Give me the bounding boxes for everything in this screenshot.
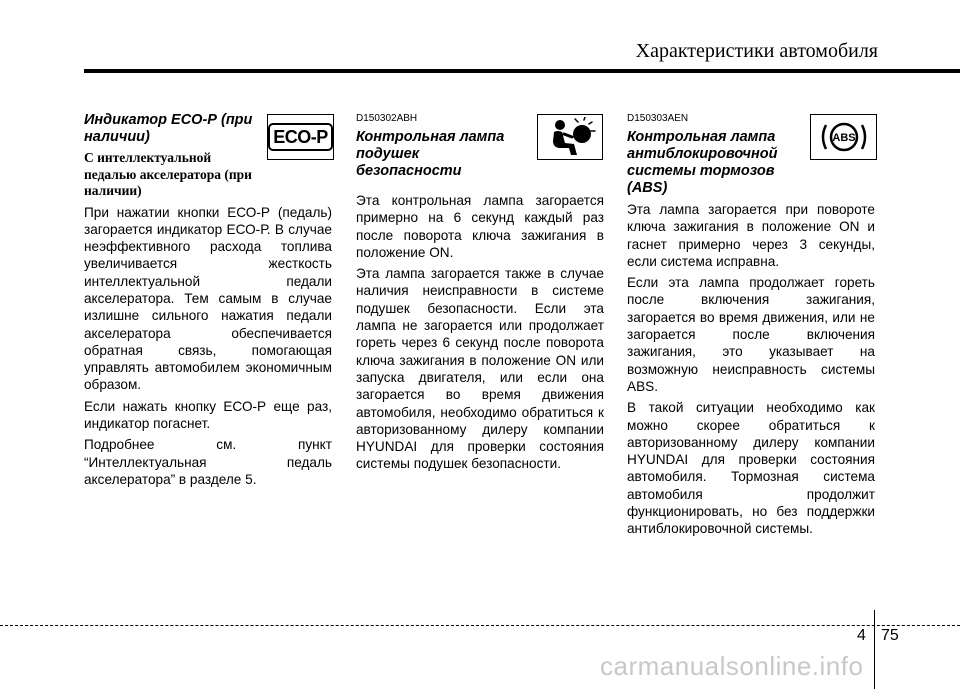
- eco-p-paragraph-1: При нажатии кнопки ЕСО-Р (педаль) загорается индикатор ЕСО-Р. В случае неэффективного расхода топлива увеличивается жесткость интеллектуальной педали акселератора. Тем самым в случае излишне сильного нажатия педали акселератора обеспечивается обратная связь, помогающая управлять автомобилем экономичным образом.: [84, 204, 332, 393]
- footer-divider: [874, 610, 875, 689]
- abs-warning-icon: [810, 114, 877, 160]
- page-header-title: Характеристики автомобиля: [635, 40, 878, 62]
- abs-heading: Контрольная лампа антиблокировочной системы тормозов (ABS): [627, 129, 778, 196]
- abs-paragraph-3: В такой ситуации необходимо как можно скорее обратиться к авторизованному дилеру компании HYUNDAI для проверки состояния автомобиля. Тормозная система автомобиля продолжит функционировать, но без поддержки антиблокировочной системы.: [627, 400, 875, 537]
- abs-code: D150303AEN: [627, 113, 689, 124]
- eco-p-indicator-icon: [267, 114, 334, 160]
- page-number: 75: [881, 627, 899, 644]
- eco-p-heading: Индикатор ЕСО-Р (при наличии): [84, 112, 253, 145]
- eco-p-paragraph-3: Подробнее см. пункт “Интеллектуальная педаль акселератора” в разделе 5.: [84, 437, 332, 487]
- section-number: 4: [857, 627, 866, 644]
- footer-rule: [0, 625, 960, 626]
- abs-circle-icon: [816, 117, 872, 157]
- airbag-warning-icon: [537, 114, 603, 160]
- airbag-person-icon: [544, 117, 596, 157]
- column-airbag: [356, 112, 604, 473]
- watermark: carmanualsonline.info: [600, 651, 864, 681]
- header-rule: [84, 69, 960, 73]
- eco-p-icon-label: ECO-P: [268, 123, 333, 151]
- column-eco-p: [84, 112, 332, 488]
- eco-p-subheading: С интеллектуальной педалью акселератора (при наличии): [84, 150, 252, 198]
- eco-p-paragraph-2: Если нажать кнопку ЕСО-Р еще раз, индикатор погаснет.: [84, 398, 332, 432]
- airbag-paragraph-2: Эта лампа загорается также в случае наличия неисправности в системе подушек безопасности. Если эта лампа не загорается или продолжает гореть через 6 секунд после поворота ключа зажигания в положение ON или запуска двигателя, или если она загорается во время движения автомобиля, необходимо обратиться к авторизованному дилеру компании HYUNDAI для проверки состояния системы подушек безопасности.: [356, 266, 604, 472]
- airbag-heading: Контрольная лампа подушек безопасности: [356, 129, 505, 179]
- abs-paragraph-1: Эта лампа загорается при повороте ключа зажигания в положение ON и гаснет примерно через 3 секунды, если система исправна.: [627, 202, 875, 269]
- airbag-code: D150302ABH: [356, 113, 418, 124]
- abs-icon-label: ABS: [831, 132, 856, 144]
- airbag-paragraph-1: Эта контрольная лампа загорается примерно на 6 секунд каждый раз после поворота ключа зажигания в положение ON.: [356, 193, 604, 260]
- column-abs: [627, 112, 875, 538]
- abs-paragraph-2: Если эта лампа продолжает гореть после включения зажигания, загорается во время движения, или не загорается после включения зажигания, это указывает на возможную неисправность системы ABS.: [627, 275, 875, 394]
